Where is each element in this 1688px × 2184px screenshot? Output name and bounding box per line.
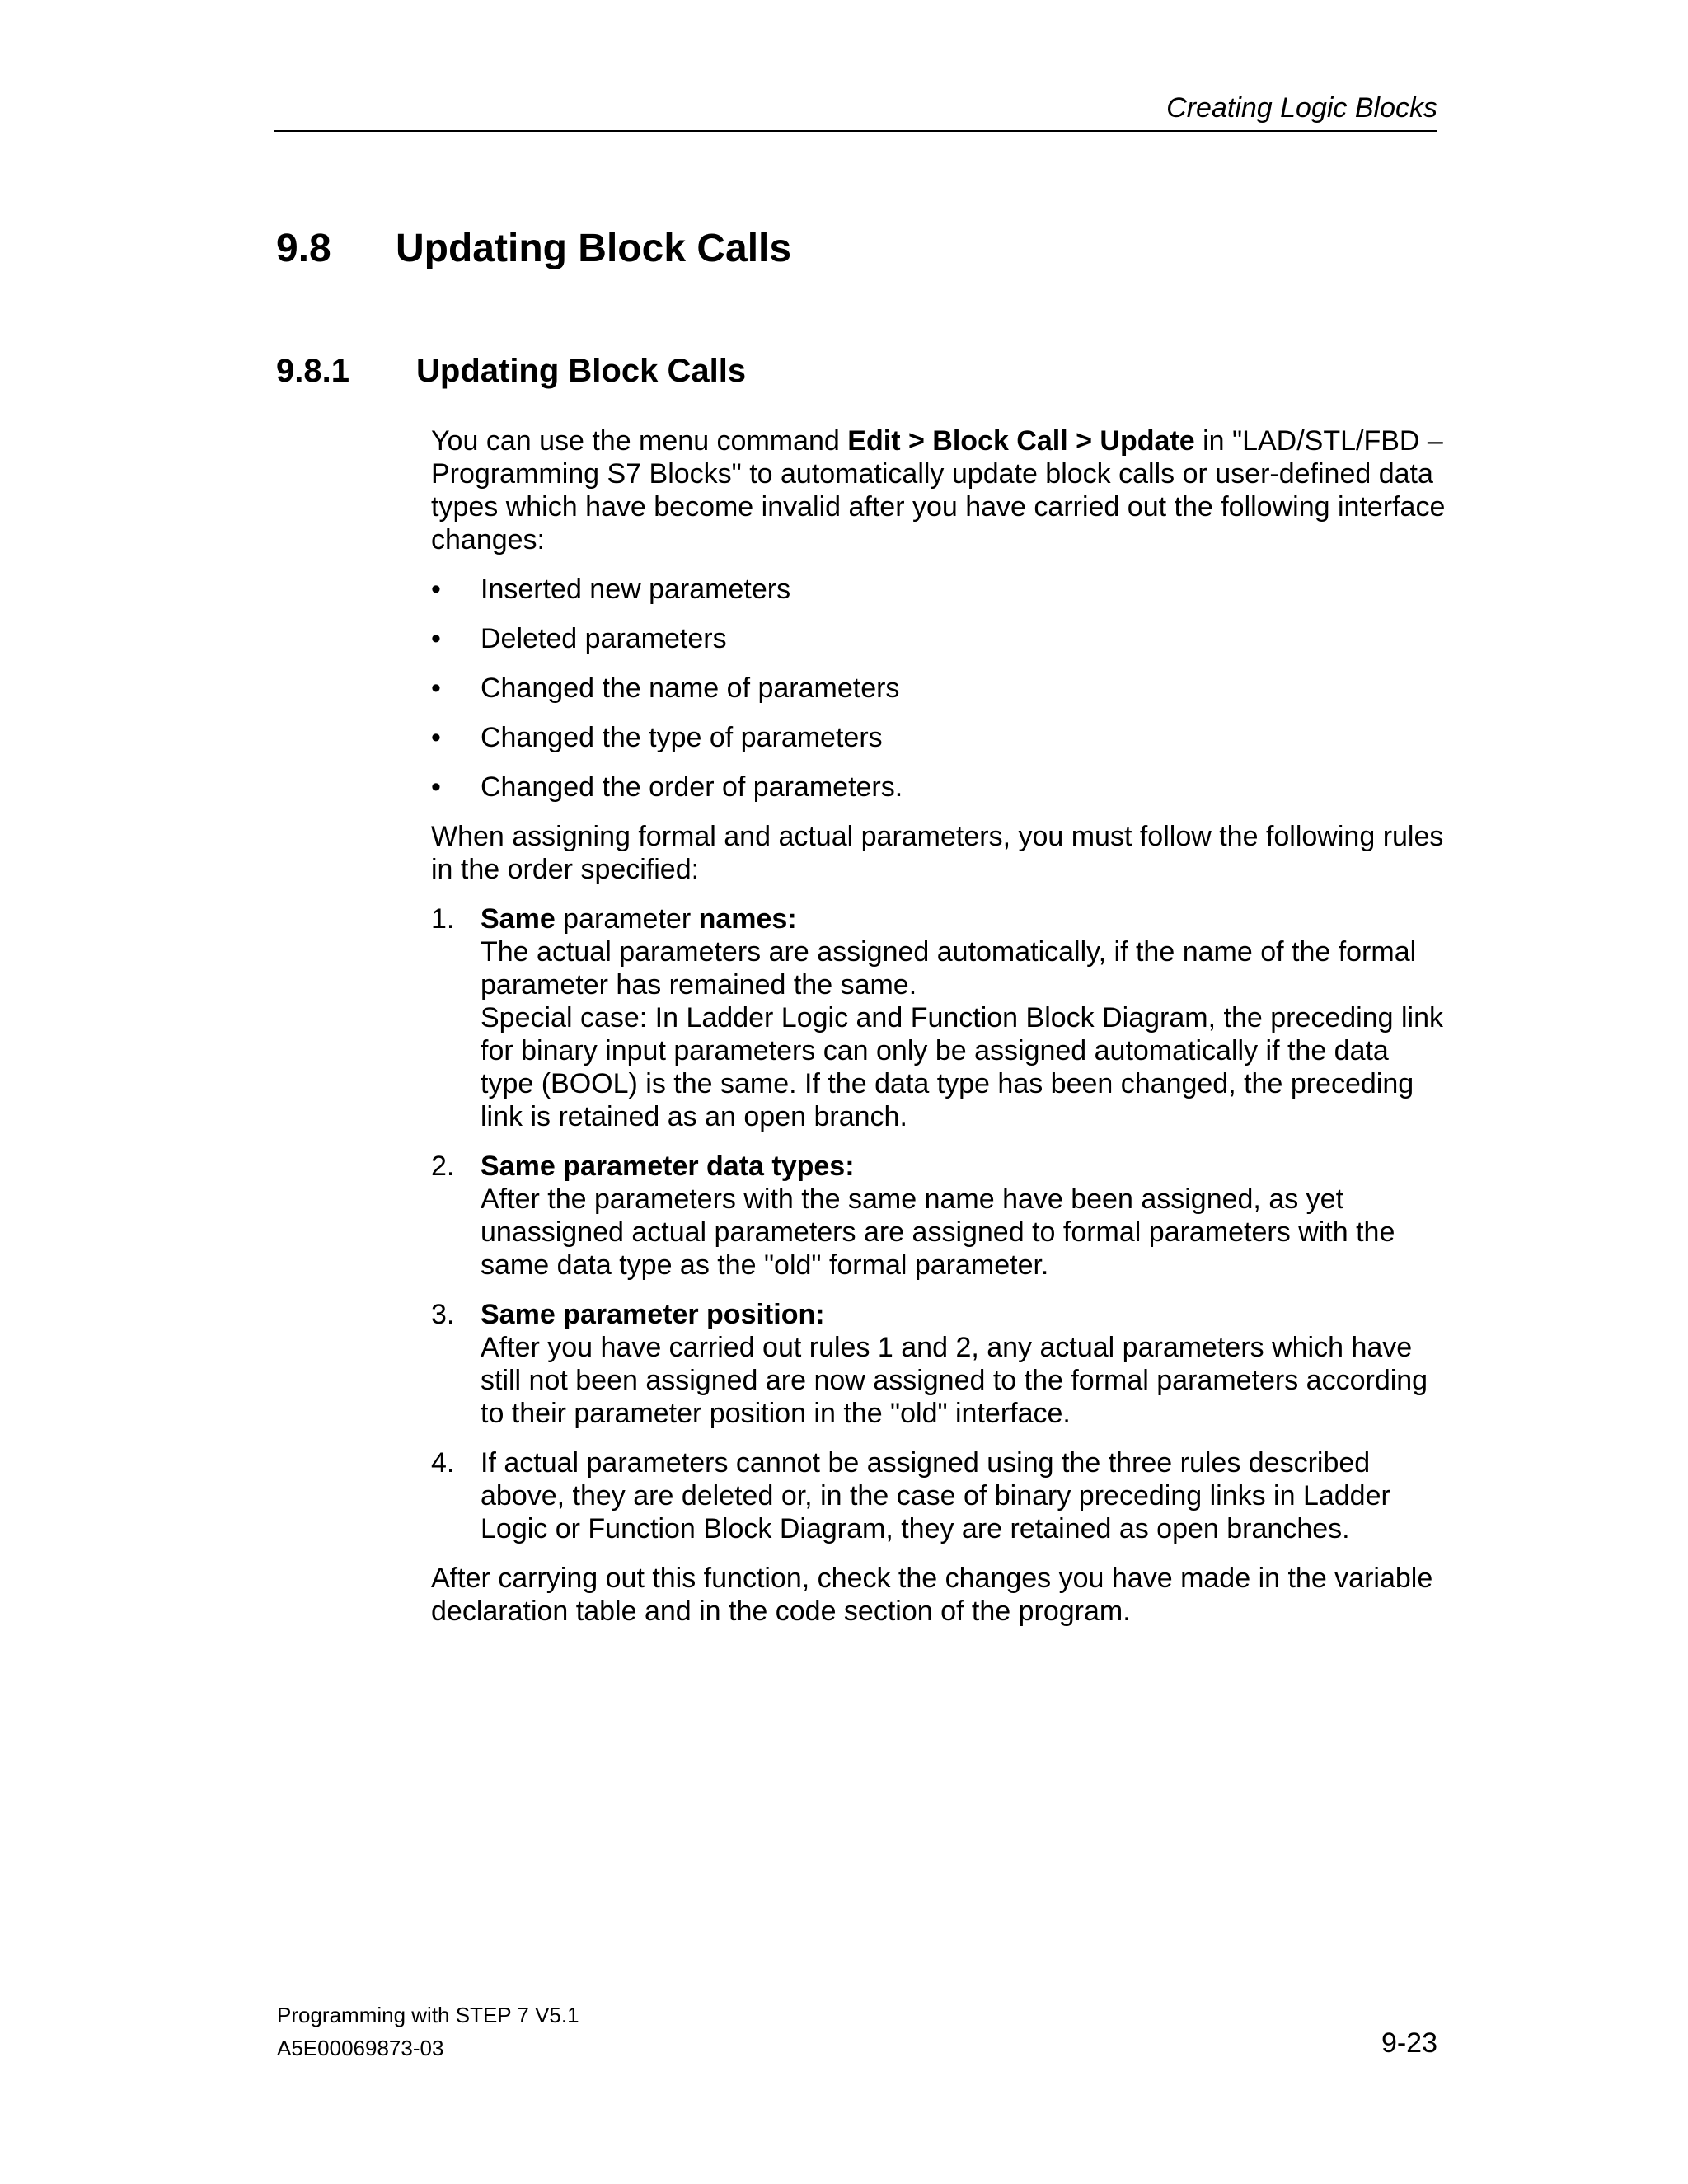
section-heading <box>276 226 791 271</box>
list-item <box>431 771 1449 804</box>
rule-title-part: names: <box>698 903 797 935</box>
intro-prefix: You can use the menu command <box>431 425 848 457</box>
page-number: 9-23 <box>1381 2027 1437 2059</box>
page-footer <box>277 1999 1437 2064</box>
rule-item <box>431 902 1449 1133</box>
rule-title-part: Same <box>481 903 556 935</box>
rules-intro: When assigning formal and actual parameters, you must follow the following rules in the order specified: <box>431 821 1444 885</box>
rule-title <box>481 902 1449 935</box>
rule-title-part: parameter <box>555 903 699 935</box>
rule-number: 4. <box>431 1447 455 1479</box>
list-item <box>431 672 1449 705</box>
rule-item <box>431 1298 1449 1430</box>
list-item-text: Inserted new parameters <box>481 574 791 605</box>
list-item-text: Changed the order of parameters. <box>481 771 903 803</box>
intro-suffix: in "LAD/STL/FBD – Programming S7 Blocks" to automatically update block calls or user-defined data types which have become invalid after you have carried out the following interface changes: <box>431 425 1446 555</box>
bullet-icon: • <box>431 771 441 803</box>
section-number: 9.8 <box>276 227 331 270</box>
running-title: Creating Logic Blocks <box>1166 92 1437 124</box>
rule-text: After the parameters with the same name have been assigned, as yet unassigned actual parameters are assigned to formal parameters with the same data type as the "old" formal parameter. <box>481 1183 1395 1281</box>
menu-command: Edit > Block Call > Update <box>847 425 1195 457</box>
rule-title: Same parameter data types: <box>481 1151 855 1182</box>
rule-item <box>431 1446 1449 1545</box>
bullet-icon: • <box>431 722 441 753</box>
rule-number: 1. <box>431 903 455 935</box>
closing-paragraph: After carrying out this function, check the changes you have made in the variable declaration table and in the code section of the program. <box>431 1563 1433 1627</box>
rule-text: After you have carried out rules 1 and 2, any actual parameters which have still not been assigned are now assigned to the formal parameters according to their parameter position in the "old" interface. <box>481 1332 1428 1429</box>
intro-paragraph <box>431 424 1449 556</box>
bullet-icon: • <box>431 673 441 704</box>
rule-text: If actual parameters cannot be assigned using the three rules described above, they are deleted or, in the case of binary preceding links in Ladder Logic or Function Block Diagram, they are retained as open branches. <box>481 1447 1390 1544</box>
rule-item <box>431 1150 1449 1282</box>
rule-title: Same parameter position: <box>481 1299 825 1330</box>
rules-list <box>431 902 1449 1545</box>
document-id: A5E00069873-03 <box>277 2036 444 2060</box>
bullet-icon: • <box>431 574 441 605</box>
subsection-heading <box>276 353 746 390</box>
body-text <box>431 424 1449 1628</box>
list-item <box>431 573 1449 606</box>
list-item <box>431 622 1449 655</box>
rule-text: The actual parameters are assigned automatically, if the name of the formal parameter has remained the same. <box>481 936 1417 1001</box>
subsection-number: 9.8.1 <box>276 353 349 389</box>
list-item <box>431 721 1449 754</box>
list-item-text: Changed the name of parameters <box>481 673 900 704</box>
section-title: Updating Block Calls <box>396 227 792 270</box>
bullet-icon: • <box>431 623 441 654</box>
manual-title: Programming with STEP 7 V5.1 <box>277 2003 579 2027</box>
list-item-text: Deleted parameters <box>481 623 727 654</box>
rule-number: 2. <box>431 1151 455 1182</box>
list-item-text: Changed the type of parameters <box>481 722 883 753</box>
rule-special-case: Special case: In Ladder Logic and Function Block Diagram, the preceding link for binary input parameters can only be assigned automatically if the data type (BOOL) is the same. If the data type has been changed, the preceding link is retained as an open branch. <box>481 1002 1444 1132</box>
page-header <box>274 89 1437 132</box>
interface-changes-list <box>431 573 1449 804</box>
subsection-title: Updating Block Calls <box>416 353 747 389</box>
rule-number: 3. <box>431 1299 455 1330</box>
